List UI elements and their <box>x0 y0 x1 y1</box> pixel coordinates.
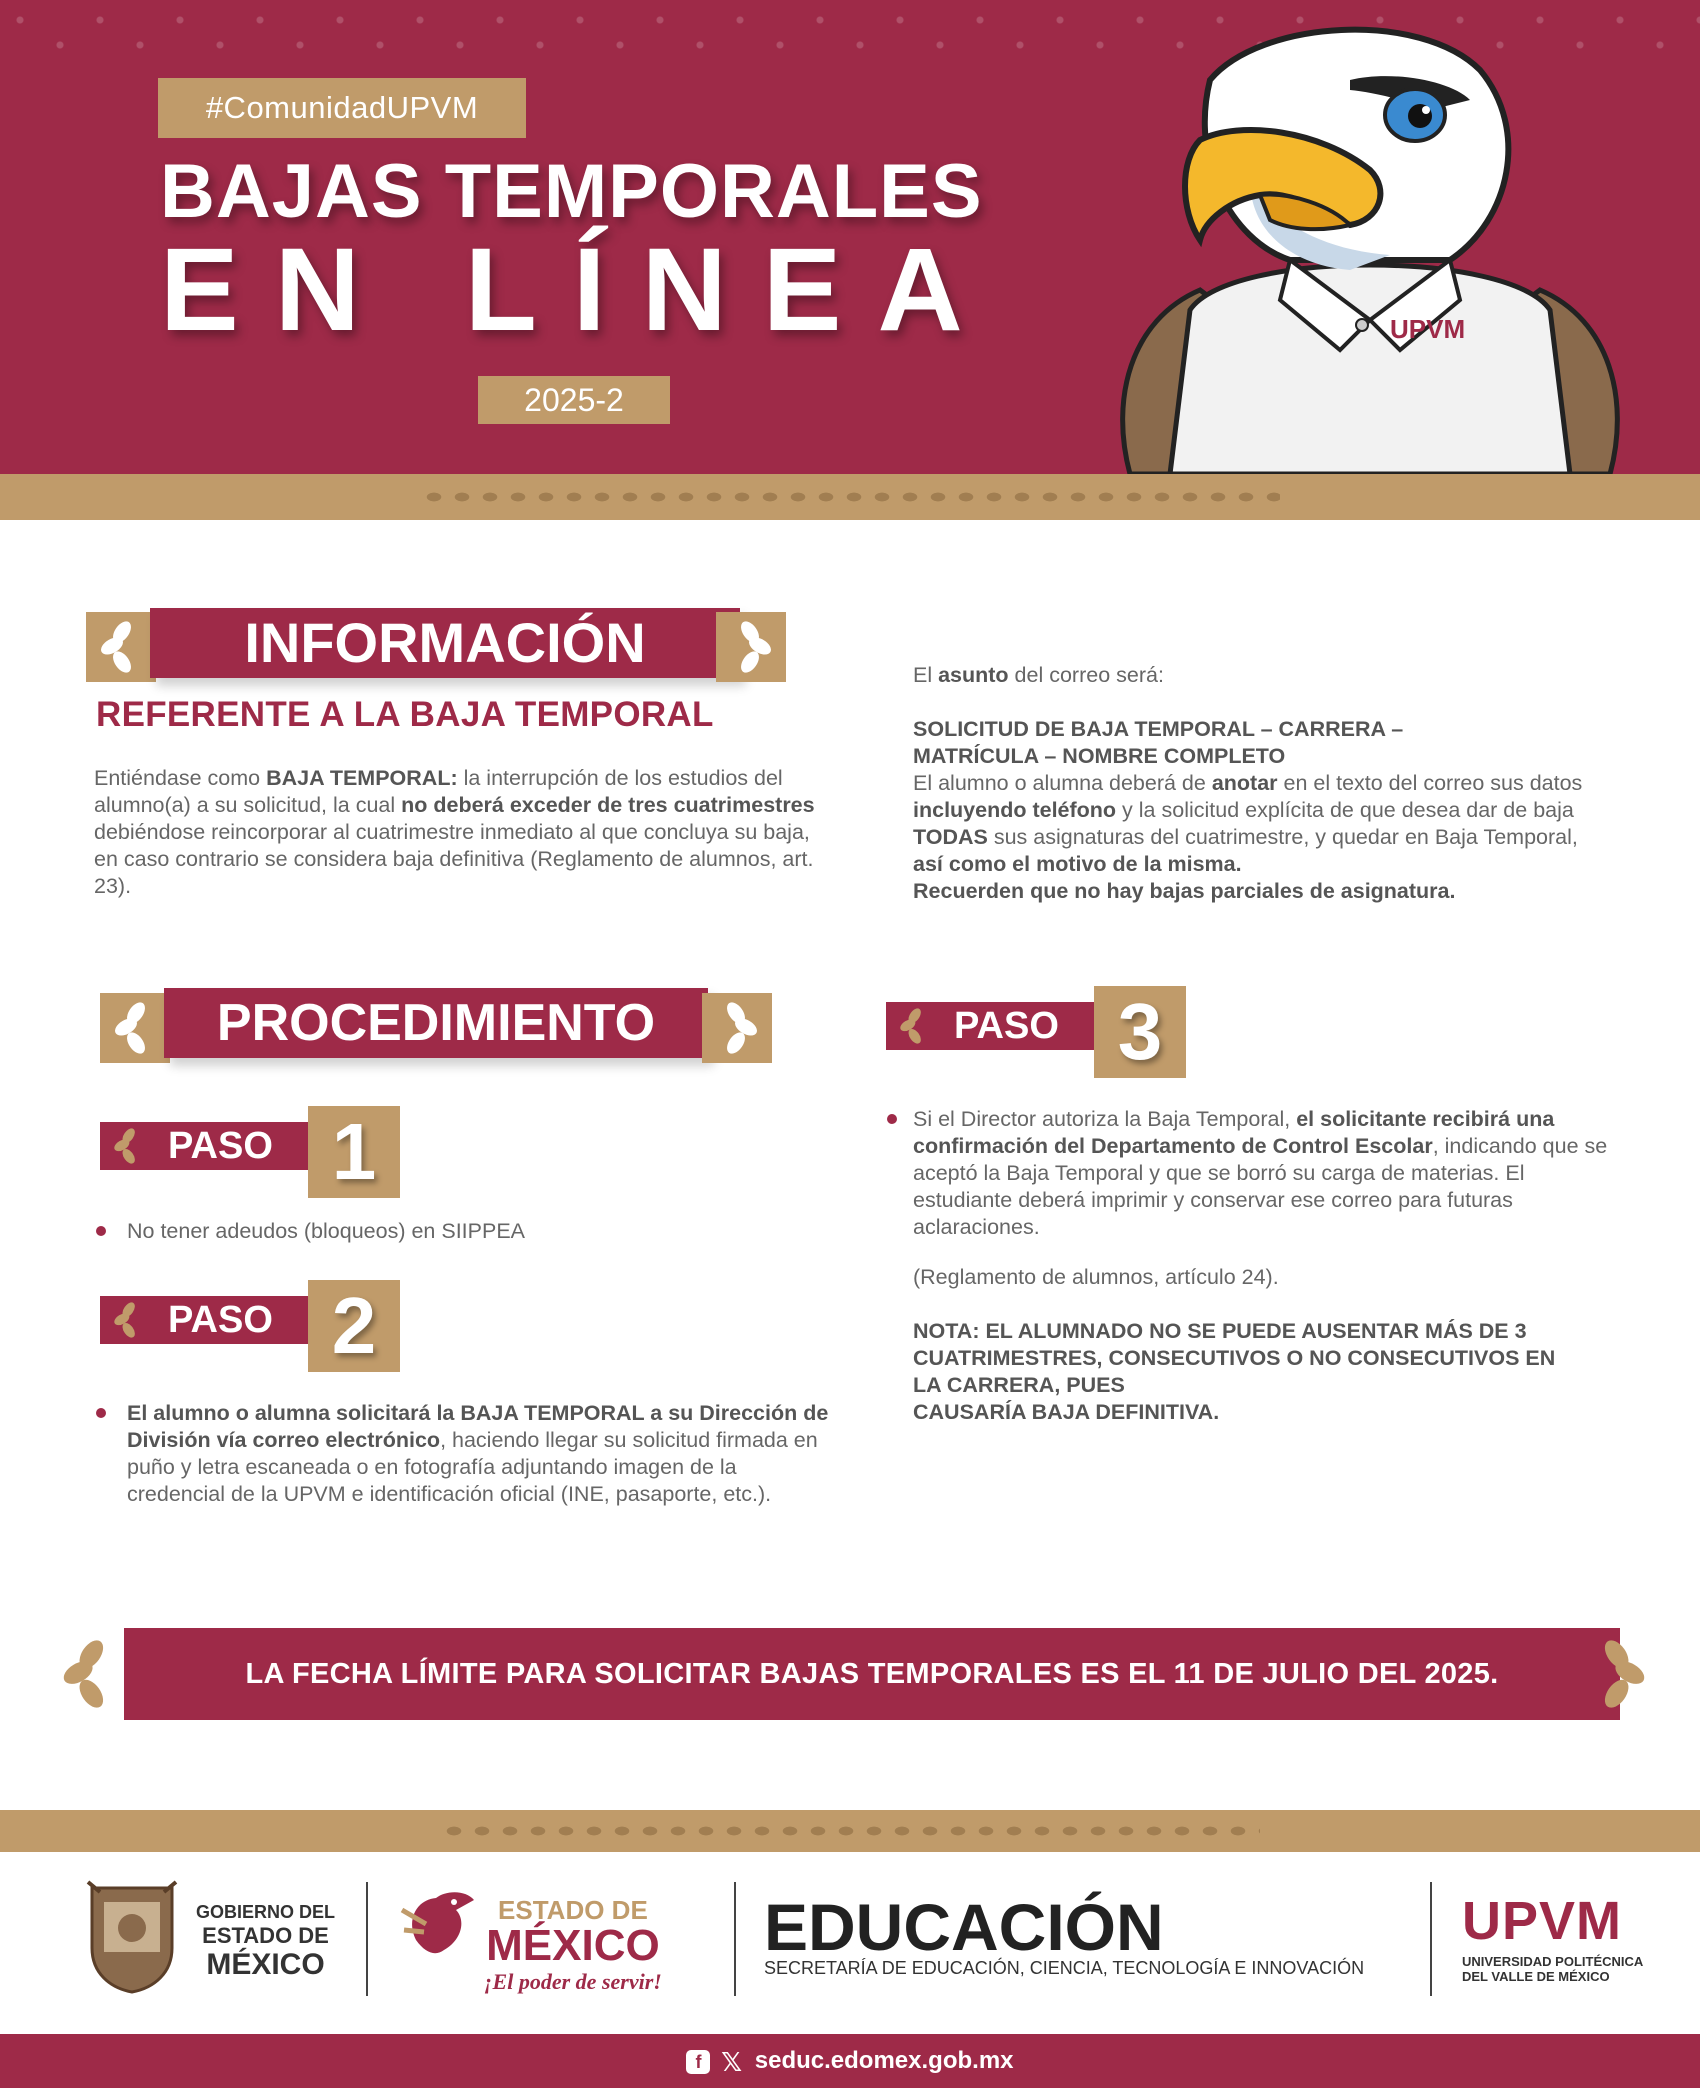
info-subtitle: REFERENTE A LA BAJA TEMPORAL <box>96 695 714 734</box>
step-3-note: NOTA: EL ALUMNADO NO SE PUEDE AUSENTAR MÁS DE 3 CUATRIMESTRES, CONSECUTIVOS O NO CONSECUTIVOS EN LA CARRERA, PUES CAUSARÍA BAJA DEFINITIVA. <box>913 1319 1556 1424</box>
leaf-icon <box>702 993 772 1063</box>
procedure-banner <box>164 988 708 1058</box>
step-2-text: El alumno o alumna solicitará la BAJA TEMPORAL a su Dirección de División vía correo electrónico, haciendo llegar su solicitud firmada en puño y letra escaneada o en fotografía adjuntando imagen de la credencial de la UPVM e identificación oficial (INE, pasaporte, etc.). <box>127 1401 829 1506</box>
website-link[interactable]: f 𝕏 seduc.edomex.gob.mx <box>0 2034 1700 2088</box>
state-coat-of-arms-icon <box>84 1878 180 1994</box>
eagle-mascot-icon <box>1090 20 1650 474</box>
leaf-icon <box>44 1628 136 1720</box>
step-3-number: 3 <box>1094 986 1186 1078</box>
step-3-text: Si el Director autoriza la Baja Temporal, el solicitante recibirá una confirmación del Departamento de Control Escolar, indicando que se aceptó la Baja Temporal y que se borró su carga de materias. El estudiante deberá imprimir y conservar ese correo para futuras aclaraciones. <box>913 1107 1608 1239</box>
leaf-icon <box>1572 1628 1664 1720</box>
title-line-2: EN LÍNEA <box>160 224 999 356</box>
upvm-logo: UPVM <box>1462 1891 1623 1951</box>
leaf-icon <box>890 1002 938 1050</box>
step-1-text: No tener adeudos (bloqueos) en SIIPPEA <box>127 1219 526 1243</box>
footer-bottom-bar <box>0 2034 1700 2088</box>
step-3-label-bar: PASO <box>886 1002 1098 1050</box>
leaf-icon <box>104 1122 152 1170</box>
footer-divider <box>734 1882 736 1996</box>
leaf-icon <box>100 993 170 1063</box>
leaf-icon <box>716 612 786 682</box>
x-icon[interactable]: 𝕏 <box>721 2046 743 2077</box>
email-subject: SOLICITUD DE BAJA TEMPORAL – CARRERA – MATRÍCULA – NOMBRE COMPLETO <box>913 717 1404 768</box>
info-banner-title: INFORMACIÓN <box>244 611 646 674</box>
facebook-icon[interactable]: f <box>686 2050 710 2074</box>
educacion-title: EDUCACIÓN <box>764 1890 1164 1964</box>
step-2-number: 2 <box>308 1280 400 1372</box>
step-1-number: 1 <box>308 1106 400 1198</box>
bullet-icon <box>96 1226 106 1236</box>
deadline-banner: LA FECHA LÍMITE PARA SOLICITAR BAJAS TEMPORALES ES EL 11 DE JULIO DEL 2025. <box>124 1628 1620 1720</box>
step-2-label-bar: PASO <box>100 1296 312 1344</box>
hashtag-label: #ComunidadUPVM <box>158 78 526 138</box>
year-badge: 2025-2 <box>478 376 670 424</box>
info-banner <box>150 608 740 678</box>
info-paragraph: Entiéndase como BAJA TEMPORAL: la interrupción de los estudios del alumno(a) a su solicitud, la cual no deberá exceder de tres cuatrimestres debiéndose reincorporar al cuatrimestre inmediato al que concluya su baja, en caso contrario se considera baja definitiva (Reglamento de alumnos, art. 23). <box>94 766 815 898</box>
upvm-logo-text: UNIVERSIDAD POLITÉCNICA DEL VALLE DE MÉXICO <box>1462 1954 1644 1984</box>
step-3-header <box>886 986 1186 1076</box>
email-intro: El asunto del correo será: <box>913 663 1164 687</box>
footer-gold-band <box>0 1810 1700 1852</box>
header-banner <box>0 0 1700 474</box>
step-2-header <box>100 1280 400 1370</box>
footer-divider <box>366 1882 368 1996</box>
footer-divider <box>1430 1882 1432 1996</box>
step-3-reference: (Reglamento de alumnos, artículo 24). <box>913 1265 1279 1289</box>
hummingbird-logo-icon <box>396 1880 486 1970</box>
step-1-header <box>100 1106 400 1196</box>
leaf-icon <box>104 1296 152 1344</box>
step-1-label-bar: PASO <box>100 1122 312 1170</box>
bullet-icon <box>96 1408 106 1418</box>
title-line-1: BAJAS TEMPORALES <box>160 149 983 234</box>
header-gold-band <box>0 474 1700 520</box>
mascot-badge-text: UPVM <box>1390 314 1466 344</box>
leaf-icon <box>86 612 156 682</box>
edomex-logo-text: ESTADO DE MÉXICO ¡El poder de servir! <box>484 1895 662 1994</box>
procedure-banner-title: PROCEDIMIENTO <box>216 994 656 1052</box>
bullet-icon <box>887 1114 897 1124</box>
email-body: El alumno o alumna deberá de anotar en el texto del correo sus datos incluyendo teléfono y la solicitud explícita de que desea dar de baja TODAS sus asignaturas del cuatrimestre, y quedar en Baja Temporal, así como el motivo de la misma. Recuerden que no hay bajas parciales de asignatura. <box>913 771 1583 903</box>
gob-logo-text: GOBIERNO DEL ESTADO DE MÉXICO <box>196 1902 336 1981</box>
educacion-subtitle: SECRETARÍA DE EDUCACIÓN, CIENCIA, TECNOLOGÍA E INNOVACIÓN <box>764 1958 1365 1978</box>
